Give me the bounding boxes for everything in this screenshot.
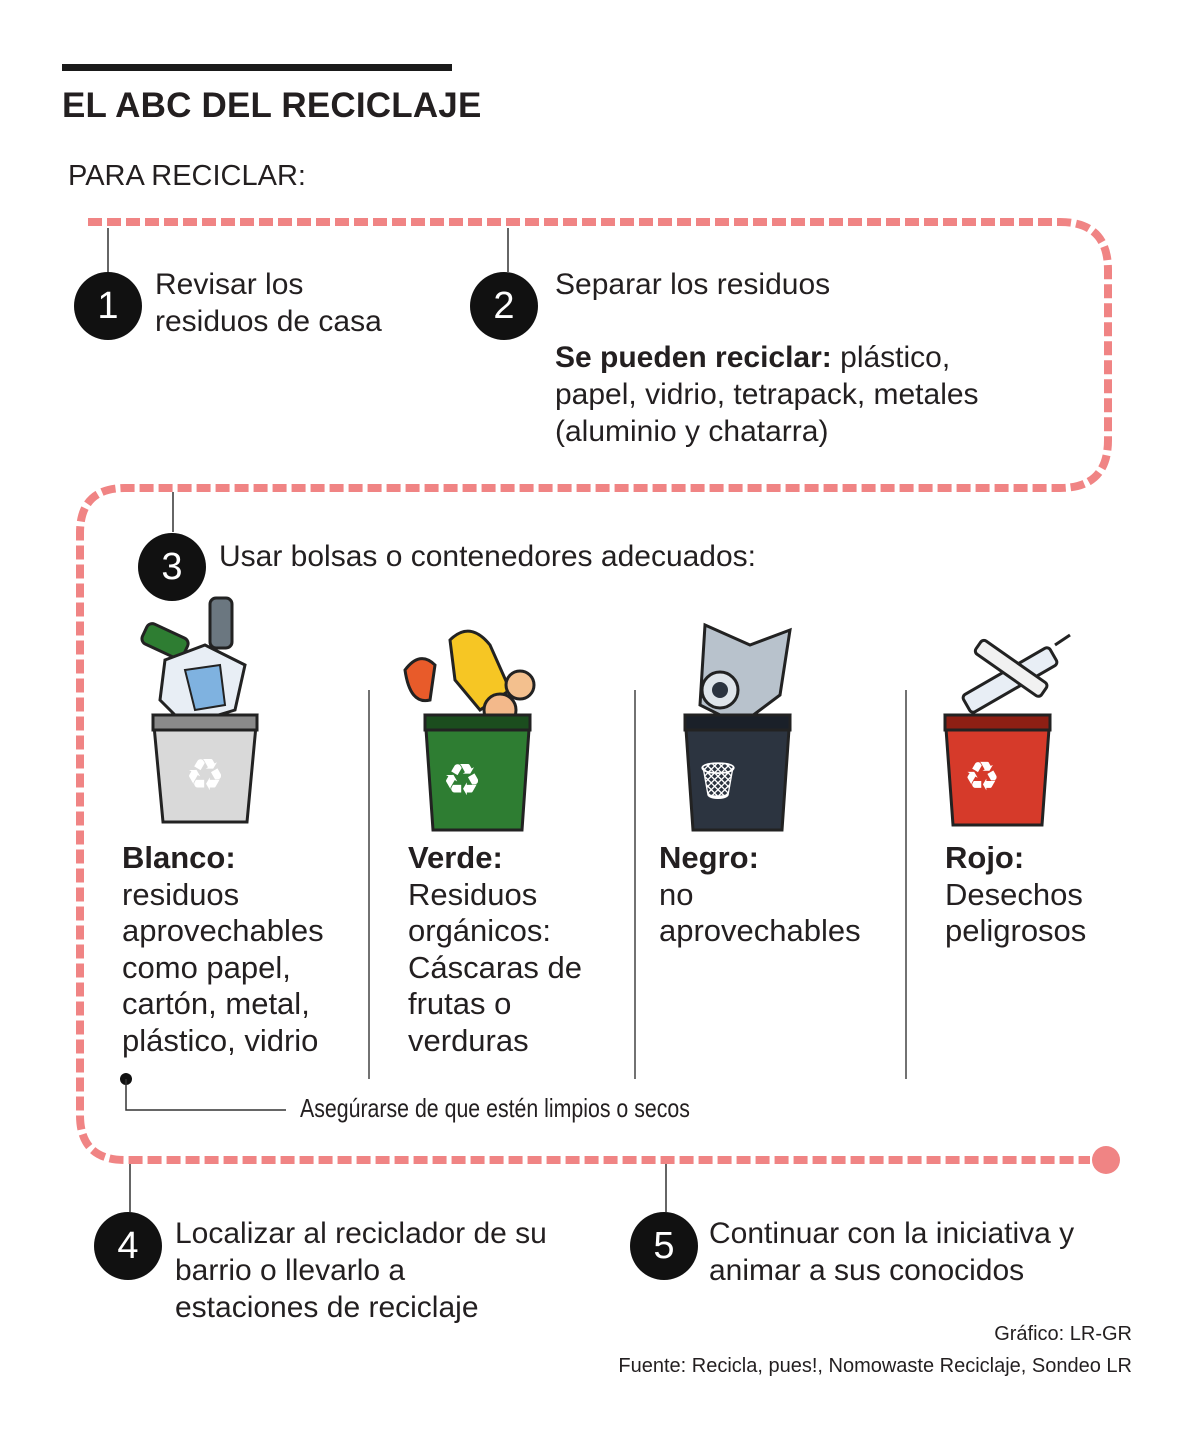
step-2-number: 2	[470, 272, 538, 340]
page-title: EL ABC DEL RECICLAJE	[62, 86, 482, 125]
bin-green-description: Verde: Residuos orgánicos: Cáscaras de frutas o verduras	[408, 840, 583, 1058]
svg-text:♻: ♻	[185, 750, 225, 801]
graphic-credit: Gráfico: LR-GR	[994, 1323, 1132, 1345]
step-1-number: 1	[74, 272, 142, 340]
white-bin-icon	[125, 590, 275, 830]
green-bin-icon	[400, 620, 550, 835]
black-bin-icon	[670, 615, 820, 835]
step-5-number: 5	[630, 1212, 698, 1280]
bin-red-description: Rojo: Desechos peligrosos	[945, 840, 1087, 948]
svg-text:🗑: 🗑	[695, 761, 741, 802]
step-3-number: 3	[138, 533, 206, 601]
bin-white-description: Blanco: residuos aprovechables como papel, cartón, metal, plástico, vidrio	[122, 840, 324, 1058]
svg-text:♻: ♻	[442, 755, 482, 806]
bin-black-description: Negro: no aprovechables	[659, 840, 861, 948]
step-2-heading: Separar los residuos	[555, 268, 831, 301]
cleanliness-note: Asegúrarse de que estén limpios o secos	[300, 1093, 690, 1123]
step-4-text: Localizar al reciclador de su barrio o llevarlo a estaciones de reciclaje	[175, 1217, 547, 1324]
svg-text:♻: ♻	[964, 754, 1000, 800]
path-end-dot	[1092, 1146, 1120, 1174]
page-subtitle: PARA RECICLAR:	[68, 160, 306, 192]
step-5-text: Continuar con la iniciativa y animar a sus conocidos	[709, 1217, 1075, 1287]
red-bin-icon	[940, 630, 1090, 830]
step-2-detail: Se pueden reciclar: plástico, papel, vidrio, tetrapack, metales (aluminio y chatarra)	[555, 341, 979, 448]
step-3-text: Usar bolsas o contenedores adecuados:	[219, 540, 757, 573]
source-credit: Fuente: Recicla, pues!, Nomowaste Reciclaje, Sondeo LR	[618, 1355, 1132, 1377]
step-1-text: Revisar los residuos de casa	[155, 268, 382, 338]
step-4-number: 4	[94, 1212, 162, 1280]
